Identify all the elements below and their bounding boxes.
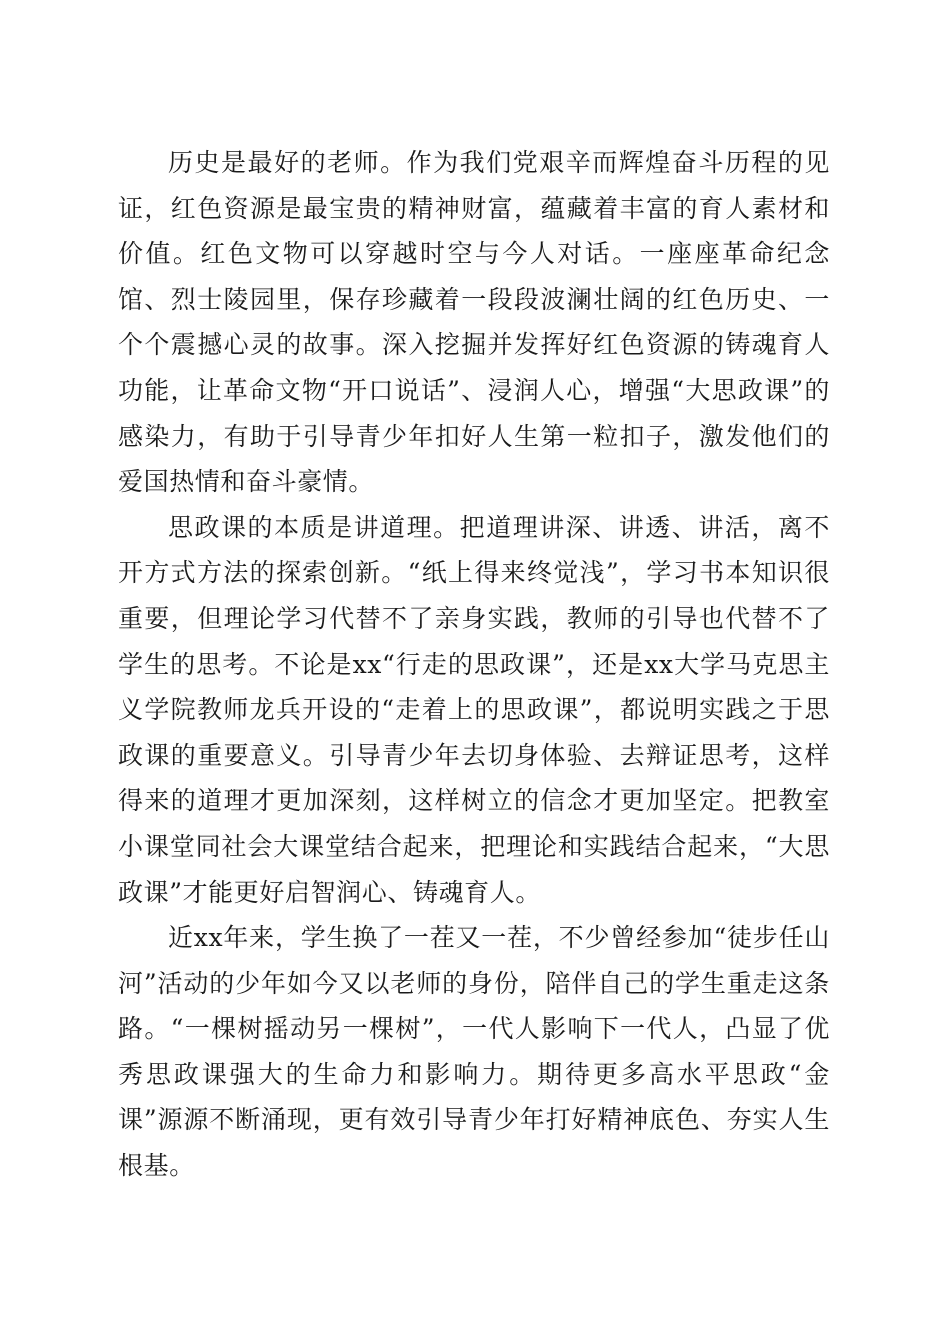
paragraph-3: 近xx年来，学生换了一茬又一茬，不少曾经参加“徒步任山河”活动的少年如今又以老师的身份，陪伴自己的学生重走这条路。“一棵树摇动另一棵树”，一代人影响下一代人，凸显了优秀思政课强大的生命力和影响力。期待更多高水平思政“金课”源源不断涌现，更有效引导青少年打好精神底色、夯实人生根基。 xyxy=(118,923,830,1181)
document-body xyxy=(118,140,830,1189)
paragraph-2: 思政课的本质是讲道理。把道理讲深、讲透、讲活，离不开方式方法的探索创新。“纸上得来终觉浅”，学习书本知识很重要，但理论学习代替不了亲身实践，教师的引导也代替不了学生的思考。不论是xx“行走的思政课”，还是xx大学马克思主义学院教师龙兵开设的“走着上的思政课”，都说明实践之于思政课的重要意义。引导青少年去切身体验、去辩证思考，这样得来的道理才更加深刻，这样树立的信念才更加坚定。把教室小课堂同社会大课堂结合起来，把理论和实践结合起来，“大思政课”才能更好启智润心、铸魂育人。 xyxy=(118,512,830,907)
paragraph-1: 历史是最好的老师。作为我们党艰辛而辉煌奋斗历程的见证，红色资源是最宝贵的精神财富，蕴藏着丰富的育人素材和价值。红色文物可以穿越时空与今人对话。一座座革命纪念馆、烈士陵园里，保存珍藏着一段段波澜壮阔的红色历史、一个个震撼心灵的故事。深入挖掘并发挥好红色资源的铸魂育人功能，让革命文物“开口说话”、浸润人心，增强“大思政课”的感染力，有助于引导青少年扣好人生第一粒扣子，激发他们的爱国热情和奋斗豪情。 xyxy=(118,148,830,497)
